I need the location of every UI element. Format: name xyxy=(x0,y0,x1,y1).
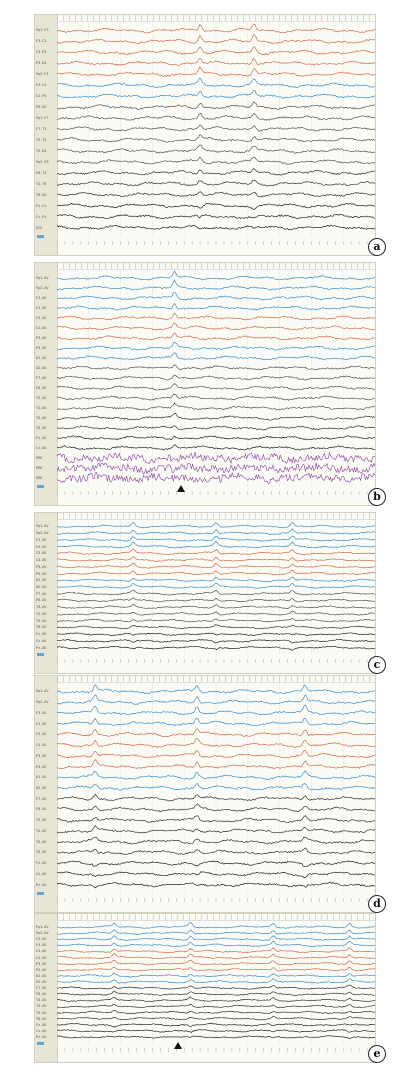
channel-label: O1-AV xyxy=(36,973,47,978)
channel-labels-column xyxy=(35,513,58,673)
channel-label: F7-AV xyxy=(36,591,47,596)
channel-label: C4-P4 xyxy=(36,94,47,99)
channel-label: F7-T3 xyxy=(36,127,47,131)
channel-label: C3-P3 xyxy=(36,50,47,55)
channel-label: Cz-AV xyxy=(36,871,47,876)
channel-label: Fp2-AV xyxy=(36,931,49,936)
channel-label: Fp2-F8 xyxy=(36,159,49,164)
channel-label: P4-AV xyxy=(36,571,47,576)
channel-label: C4-AV xyxy=(36,558,47,563)
channel-label: EMG xyxy=(36,466,43,470)
channel-label: P3-AV xyxy=(36,753,47,758)
channel-label: O1-AV xyxy=(36,775,47,780)
eeg-traces xyxy=(57,914,375,1062)
channel-label: Fz-AV xyxy=(36,861,47,866)
channel-label: P3-AV xyxy=(36,336,47,340)
channel-label: F4-AV xyxy=(36,306,47,310)
channel-label: Fp1-F7 xyxy=(36,116,49,121)
channel-label: F4-AV xyxy=(36,544,47,549)
channel-label: T3-AV xyxy=(36,998,47,1003)
channel-label: O1-AV xyxy=(36,356,47,360)
channel-label: Fp2-F4 xyxy=(36,72,49,77)
scale-bar xyxy=(37,235,44,238)
channel-label: P3-AV xyxy=(36,961,47,966)
arrowhead-marker xyxy=(174,1042,182,1049)
channel-label: Fp1-AV xyxy=(36,524,49,529)
channel-label: F4-AV xyxy=(36,721,47,726)
panel-label-badge: d xyxy=(368,895,386,913)
channel-label: Fp2-AV xyxy=(36,531,49,536)
channel-label: F8-AV xyxy=(36,598,47,603)
panel-label-badge: b xyxy=(368,488,386,506)
panel-label-badge: e xyxy=(368,1045,386,1063)
channel-label: Fz-AV xyxy=(36,632,47,637)
panel-label-badge: c xyxy=(368,656,386,674)
channel-labels-column xyxy=(35,914,58,1062)
channel-label: C3-AV xyxy=(36,316,47,320)
channel-label: P4-AV xyxy=(36,764,47,769)
channel-label: T3-T5 xyxy=(36,137,47,142)
channel-label: Fp2-AV xyxy=(36,286,49,290)
channel-label: F8-T4 xyxy=(36,170,47,175)
channel-label: O2-AV xyxy=(36,366,47,370)
panel-label-badge: a xyxy=(368,238,386,256)
channel-label: P4-O2 xyxy=(36,105,47,110)
channel-label: Fp1-F3 xyxy=(36,28,49,33)
channel-label: Fz-Cz xyxy=(36,203,47,208)
channel-label: Pz-AV xyxy=(36,882,47,887)
channel-label: T5-O1 xyxy=(36,148,47,153)
channel-label: C4-AV xyxy=(36,955,47,960)
channel-label: P3-AV xyxy=(36,564,47,569)
eeg-traces xyxy=(57,263,375,505)
channel-label: F4-C4 xyxy=(36,83,47,88)
channel-label: Cz-AV xyxy=(36,638,47,643)
channel-labels-column xyxy=(35,263,58,505)
channel-label: T5-AV xyxy=(36,618,47,623)
channel-label: C4-AV xyxy=(36,326,47,330)
channel-label: Cz-AV xyxy=(36,1028,47,1033)
eeg-traces xyxy=(57,676,375,912)
channel-label: F3-AV xyxy=(36,537,47,542)
arrowhead-marker xyxy=(177,485,185,492)
eeg-traces xyxy=(57,513,375,673)
channel-label: O2-AV xyxy=(36,786,47,790)
eeg-panel-a xyxy=(34,14,376,256)
scale-bar xyxy=(37,485,44,488)
channel-label: P3-O1 xyxy=(36,61,47,66)
channel-label: F8-AV xyxy=(36,386,47,390)
channel-label: EMG xyxy=(36,456,43,460)
channel-label: T3-AV xyxy=(36,396,47,400)
channel-label: T6-O2 xyxy=(36,192,47,197)
eeg-panel-d xyxy=(34,675,376,913)
channel-label: F3-AV xyxy=(36,296,47,300)
channel-label: F3-AV xyxy=(36,937,47,942)
channel-label: F3-AV xyxy=(36,710,47,715)
channel-label: T4-AV xyxy=(36,406,47,410)
channel-label: P4-AV xyxy=(36,346,47,350)
scale-bar xyxy=(37,653,44,656)
channel-label: Fp1-AV xyxy=(36,925,49,930)
channel-label: T4-AV xyxy=(36,828,47,833)
channel-label: T6-AV xyxy=(36,625,47,630)
scale-bar xyxy=(37,1042,44,1045)
channel-label: T6-AV xyxy=(36,426,47,430)
channel-label: T5-AV xyxy=(36,839,47,844)
channel-label: P4-AV xyxy=(36,967,47,972)
scale-bar xyxy=(37,892,44,895)
channel-label: T5-AV xyxy=(36,416,47,420)
channel-label: T3-AV xyxy=(36,818,47,823)
channel-label: EMG xyxy=(36,476,43,480)
channel-label: O2-AV xyxy=(36,980,47,984)
channel-label: T4-T6 xyxy=(36,181,47,186)
channel-label: F3-C3 xyxy=(36,39,47,44)
channel-label: F8-AV xyxy=(36,992,47,997)
channel-label: Cz-AV xyxy=(36,446,47,450)
eeg-panel-e xyxy=(34,913,376,1063)
channel-label: F7-AV xyxy=(36,986,47,991)
channel-label: O1-AV xyxy=(36,578,47,583)
channel-label: T4-AV xyxy=(36,611,47,616)
channel-label: Fz-AV xyxy=(36,436,47,440)
channel-label: Fp1-AV xyxy=(36,276,49,280)
channel-label: Fz-AV xyxy=(36,1022,47,1027)
channel-label: ECG xyxy=(36,225,43,230)
eeg-panel-b xyxy=(34,262,376,506)
channel-labels-column xyxy=(35,676,58,912)
channel-label: F7-AV xyxy=(36,796,47,801)
channel-label: T3-AV xyxy=(36,605,47,610)
channel-label: Cz-Pz xyxy=(36,214,47,219)
eeg-panel-c xyxy=(34,512,376,674)
channel-labels-column xyxy=(35,15,58,255)
channel-label: Fp1-AV xyxy=(36,689,49,694)
channel-label: C3-AV xyxy=(36,949,47,954)
channel-label: F8-AV xyxy=(36,807,47,812)
channel-label: C4-AV xyxy=(36,743,47,748)
channel-label: T5-AV xyxy=(36,1010,47,1015)
channel-label: F4-AV xyxy=(36,943,47,948)
channel-label: C3-AV xyxy=(36,732,47,737)
channel-label: Pz-AV xyxy=(36,1034,47,1039)
eeg-traces xyxy=(57,15,375,255)
channel-label: Pz-AV xyxy=(36,645,47,650)
channel-label: F7-AV xyxy=(36,376,47,380)
channel-label: Fp2-AV xyxy=(36,700,49,705)
channel-label: T6-AV xyxy=(36,1016,47,1021)
channel-label: O2-AV xyxy=(36,585,47,589)
channel-label: T4-AV xyxy=(36,1004,47,1009)
channel-label: T6-AV xyxy=(36,850,47,855)
channel-label: C3-AV xyxy=(36,551,47,556)
